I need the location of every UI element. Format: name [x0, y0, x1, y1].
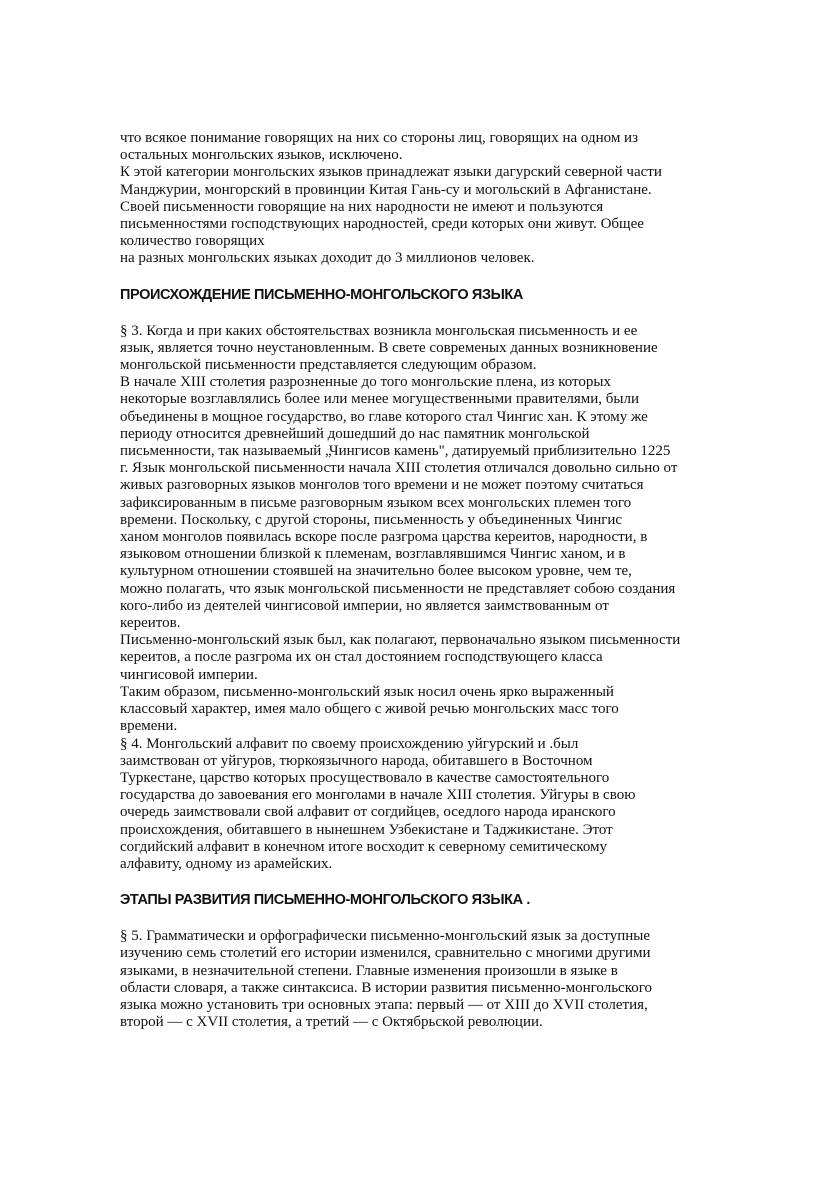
text-line: монгольской письменности представляется следующим образом.: [120, 357, 537, 374]
text-line: К этой категории монгольских языков принадлежат языки дагурский северной части: [120, 164, 662, 181]
text-line: очередь заимствовали свой алфавит от согдийцев, оседлого народа иранского: [120, 804, 616, 821]
text-line: § 4. Монгольский алфавит по своему происхождению уйгурский и .был: [120, 735, 579, 752]
text-line: происхождения, обитавшего в нынешнем Узбекистане и Таджикистане. Этот: [120, 821, 613, 838]
text-line: Манджурии, монгорский в провинции Китая Гань-су и могольский в Афганистане.: [120, 181, 652, 198]
text-line: язык, является точно неустановленным. В свете современых данных возникновение: [120, 339, 658, 356]
text-line: времени. Поскольку, с другой стороны, письменность у объединенных Чингис: [120, 511, 623, 528]
text-line: письменности, так называемый „Чингисов камень", датируемый приблизительно 1225: [120, 443, 671, 460]
text-line: что всякое понимание говорящих на них со стороны лиц, говорящих на одном из: [120, 130, 639, 146]
text-line: кереитов.: [120, 615, 181, 632]
text-line: письменностями господствующих народностей, среди которых они живут. Общее: [120, 216, 644, 233]
text-line: языка можно установить три основных этапа: первый — от XIII до XVII столетия,: [120, 996, 648, 1013]
text-line: языками, в незначительной степени. Главные изменения произошли в языке в: [120, 962, 618, 979]
text-line: живых разговорных языков монголов того времени и не может поэтому считаться: [120, 477, 644, 494]
text-line: остальных монгольских языков, исключено.: [120, 147, 403, 164]
text-line: времени.: [120, 718, 178, 735]
text-line: на разных монгольских языках доходит до 3 миллионов человек.: [120, 250, 535, 267]
text-line: чингисовой империи.: [120, 666, 258, 683]
text-line: некоторые возглавлялись более или менее могущественными правителями, были: [120, 391, 639, 408]
text-line: можно полагать, что язык монгольской письменности не представляет собою создания: [120, 580, 676, 597]
origin-section-body: [120, 323, 720, 874]
text-line: Своей письменности говорящие на них народности не имеют и пользуются: [120, 198, 604, 215]
section-heading-stages: ЭТАПЫ РАЗВИТИЯ ПИСЬМЕННО-МОНГОЛЬСКОГО ЯЗЫКА .: [120, 892, 530, 909]
section-heading-origin: ПРОИСХОЖДЕНИЕ ПИСЬМЕННО-МОНГОЛЬСКОГО ЯЗЫКА: [120, 286, 523, 303]
text-line: государства до завоевания его монголами в начале XIII столетия. Уйгуры в свою: [120, 787, 636, 804]
text-line: второй — с XVII столетия, а третий — с Октябрьской революции.: [120, 1014, 543, 1031]
text-line: заимствован от уйгуров, тюркоязычного народа, обитавшего в Восточном: [120, 752, 593, 769]
text-line: алфавиту, одному из арамейских.: [120, 855, 333, 872]
text-line: объединены в мощное государство, во главе которого стал Чингис хан. К этому же: [120, 408, 648, 425]
stages-section-body: [120, 928, 720, 1031]
text-line: зафиксированным в письме разговорным языком всех монгольских племен того: [120, 494, 632, 511]
text-line: Таким образом, письменно-монгольский язык носил очень ярко выраженный: [120, 683, 614, 700]
text-line: § 3. Когда и при каких обстоятельствах возникла монгольская письменность и ее: [120, 322, 638, 339]
text-line: г. Язык монгольской письменности начала XIII столетия отличался довольно сильно от: [120, 460, 678, 477]
text-line: области словаря, а также синтаксиса. В истории развития письменно-монгольского: [120, 979, 653, 996]
text-line: классовый характер, имея мало общего с живой речью монгольских масс того: [120, 701, 619, 718]
text-line: § 5. Грамматически и орфографически письменно-монгольский язык за доступные: [120, 928, 651, 945]
text-line: согдийский алфавит в конечном итоге восходит к северному семитическому: [120, 838, 608, 855]
document-page: [120, 130, 720, 1031]
text-line: изучению семь столетий его истории изменился, сравнительно с многими другими: [120, 945, 651, 962]
text-line: кого-либо из деятелей чингисовой империи, но является заимствованным от: [120, 597, 609, 614]
text-line: количество говорящих: [120, 233, 265, 250]
text-line: языковом отношении близкой к племенам, возглавлявшимся Чингис ханом, и в: [120, 546, 626, 563]
text-line: культурном отношении стоявшей на значительно более высоком уровне, чем те,: [120, 563, 632, 580]
text-line: Письменно-монгольский язык был, как полагают, первоначально языком письменности: [120, 632, 681, 649]
text-line: В начале XIII столетия разрозненные до того монгольские плена, из которых: [120, 374, 611, 391]
text-line: Туркестане, царство которых просуществовало в качестве самостоятельного: [120, 769, 610, 786]
intro-paragraph: [120, 130, 720, 268]
text-line: кереитов, а после разгрома их он стал достоянием господствующего класса: [120, 649, 603, 666]
text-line: периоду относится древнейший дошедший до нас памятник монгольской: [120, 425, 590, 442]
text-line: ханом монголов появилась вскоре после разгрома царства кереитов, народности, в: [120, 529, 648, 546]
